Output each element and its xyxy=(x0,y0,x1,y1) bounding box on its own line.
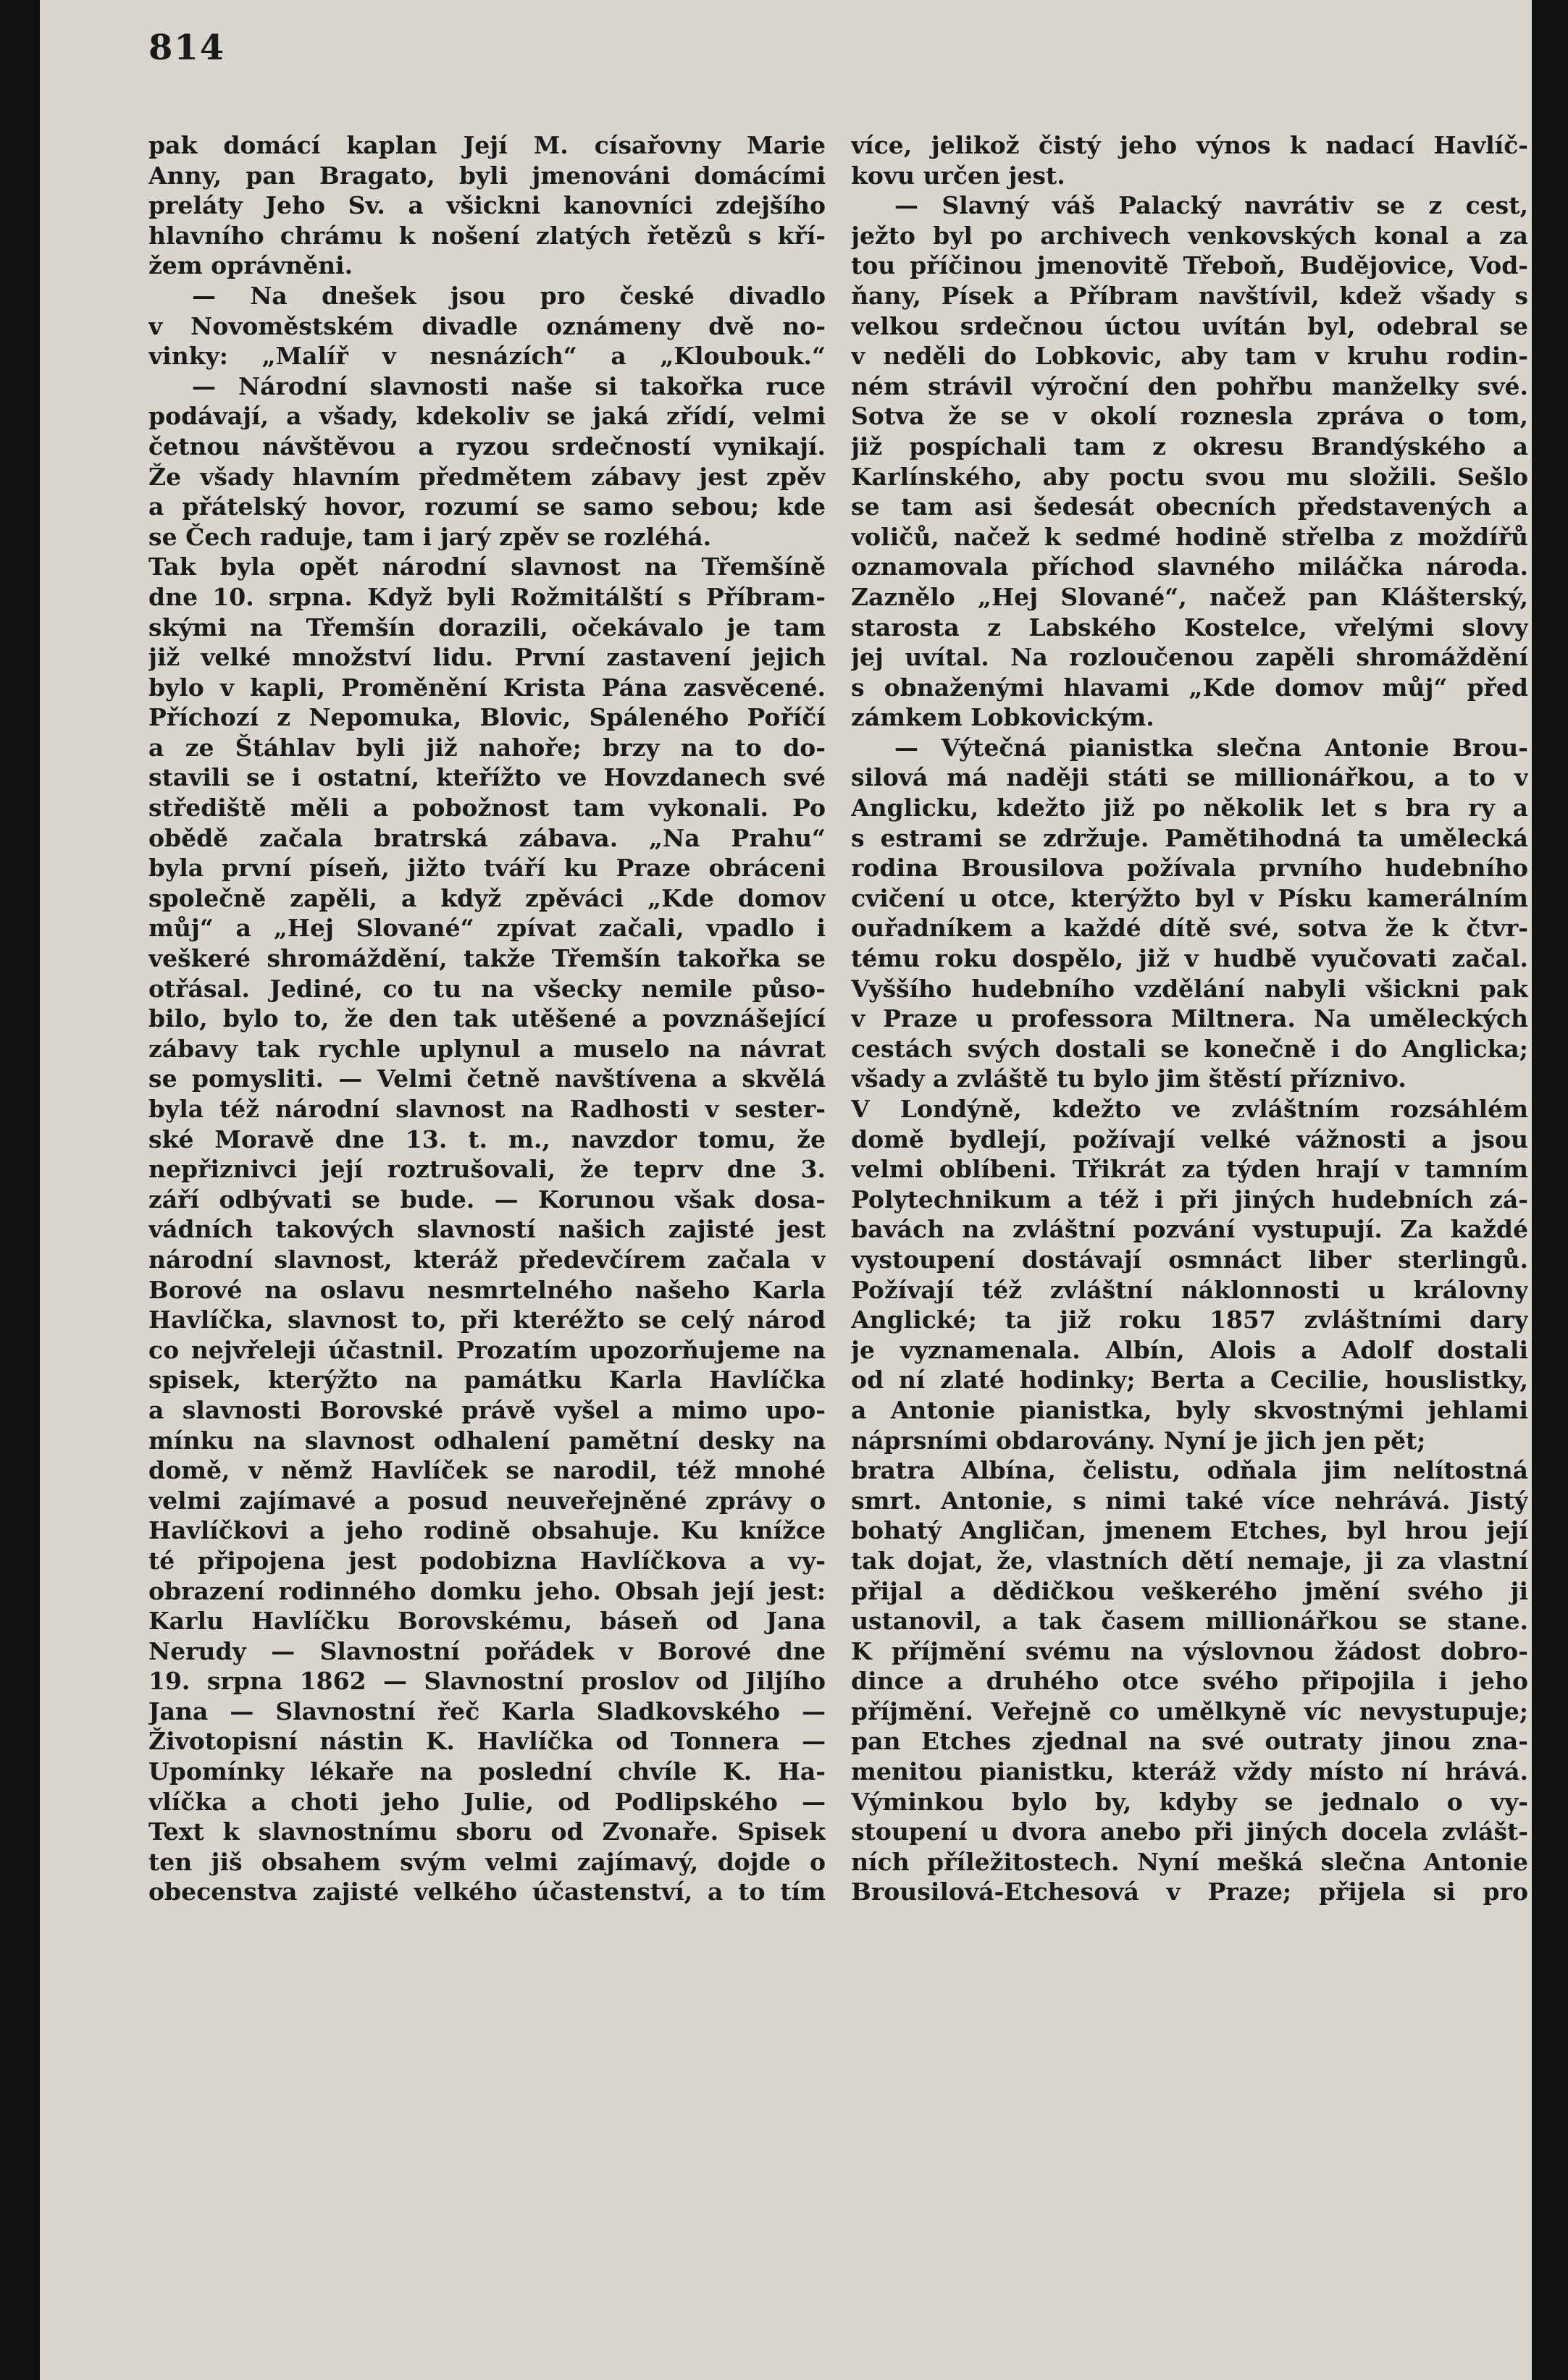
text-line: od ní zlaté hodinky; Berta a Cecilie, houslistky, xyxy=(851,1366,1528,1395)
text-line: je vyznamenala. Albín, Alois a Adolf dostali xyxy=(851,1335,1528,1364)
text-line: bylo v kapli, Proměnění Krista Pána zasvěcené. xyxy=(148,673,826,702)
text-line: již pospíchali tam z okresu Brandýského a xyxy=(851,432,1528,461)
text-line: Borové na oslavu nesmrtelného našeho Karla xyxy=(148,1275,826,1304)
text-line: tou příčinou jmenovitě Třeboň, Budějovice, Vod- xyxy=(851,251,1528,280)
text-line: vlíčka a choti jeho Julie, od Podlipského — xyxy=(148,1787,826,1816)
text-line: — Výtečná pianistka slečna Antonie Brou- xyxy=(894,733,1528,762)
text-line: otřásal. Jediné, co tu na všecky nemile půso- xyxy=(148,974,826,1003)
text-line: silová má naději státi se millionářkou, a to v xyxy=(851,763,1528,792)
text-line: vinky: „Malíř v nesnázích“ a „Kloubouk.“ xyxy=(148,342,826,371)
text-line: K příjmění svému na výslovnou žádost dobro- xyxy=(851,1636,1528,1665)
text-line: Vyššího hudebního vzdělání nabyli všickni pak xyxy=(851,974,1528,1003)
text-line: žem oprávněni. xyxy=(148,251,353,280)
newspaper-page xyxy=(40,0,1532,2380)
text-line: Anny, pan Bragato, byli jmenováni domácími xyxy=(148,161,826,190)
text-line: ten jiš obsahem svým velmi zajímavý, dojde o xyxy=(148,1847,826,1876)
text-line: voličů, načež k sedmé hodině střelba z moždířů xyxy=(851,522,1528,551)
text-line: dne 10. srpna. Když byli Rožmitálští s Příbram- xyxy=(148,582,826,611)
text-line: a ze Štáhlav byli již nahoře; brzy na to do- xyxy=(148,733,826,762)
text-line: Požívají též zvláštní náklonnosti u královny xyxy=(851,1275,1528,1304)
text-line: pak domácí kaplan Její M. císařovny Marie xyxy=(148,131,826,159)
text-line: Karlu Havlíčku Borovskému, báseň od Jana xyxy=(148,1607,826,1636)
text-line: — Na dnešek jsou pro české divadlo xyxy=(192,281,826,310)
text-line: s obnaženými hlavami „Kde domov můj“ před xyxy=(851,673,1528,702)
text-line: kovu určen jest. xyxy=(851,161,1065,190)
text-line: domě bydlejí, požívají velké vážnosti a jsou xyxy=(851,1124,1528,1153)
text-line: ném strávil výroční den pohřbu manželky své. xyxy=(851,371,1528,400)
right-column xyxy=(851,130,1528,1907)
text-line: podávají, a všady, kdekoliv se jaká zřídí, velmi xyxy=(148,402,826,431)
text-line: Jana — Slavnostní řeč Karla Sladkovského — xyxy=(148,1696,826,1725)
text-line: veškeré shromáždění, takže Třemšín takořka se xyxy=(148,944,826,973)
text-line: Anglické; ta již roku 1857 zvláštními dary xyxy=(851,1305,1528,1334)
text-line: V Londýně, kdežto ve zvláštním rozsáhlém xyxy=(851,1095,1528,1123)
text-line: ouřadníkem a každé dítě své, sotva že k čtvr- xyxy=(851,914,1528,943)
text-line: stoupení u dvora anebo při jiných docela zvlášt- xyxy=(851,1817,1528,1846)
text-line: národní slavnost, kteráž předevčírem začala v xyxy=(148,1245,826,1274)
text-line: již velké množství lidu. První zastavení jejich xyxy=(148,643,826,672)
text-line: Příchozí z Nepomuka, Blovic, Spáleného Poříčí xyxy=(148,703,826,732)
text-line: s estrami se zdržuje. Pamětihodná ta umělecká xyxy=(851,823,1528,852)
text-line: dince a druhého otce svého připojila i jeho xyxy=(851,1667,1528,1696)
text-line: bohatý Angličan, jmenem Etches, byl hrou její xyxy=(851,1516,1528,1545)
text-line: Sotva že se v okolí roznesla zpráva o tom, xyxy=(851,402,1528,431)
text-line: ježto byl po archivech venkovských konal a za xyxy=(851,221,1528,250)
page-number: 814 xyxy=(148,28,226,68)
text-line: v neděli do Lobkovic, aby tam v kruhu rodin- xyxy=(851,342,1528,371)
text-line: tému roku dospělo, již v hudbě vyučovati začal. xyxy=(851,944,1528,973)
text-line: vádních takových slavností našich zajisté jest xyxy=(148,1215,826,1244)
text-line: Že všady hlavním předmětem zábavy jest zpěv xyxy=(148,462,826,491)
text-line: — Slavný váš Palacký navrátiv se z cest, xyxy=(894,191,1528,220)
text-line: ustanovil, a tak časem millionářkou se stane. xyxy=(851,1607,1528,1636)
text-line: hlavního chrámu k nošení zlatých řetězů s kří- xyxy=(148,221,826,250)
text-line: a Antonie pianistka, byly skvostnými jehlami xyxy=(851,1395,1528,1424)
text-line: obědě začala bratrská zábava. „Na Prahu“ xyxy=(148,823,826,852)
text-line: Anglicku, kdežto již po několik let s bra ry a xyxy=(851,794,1528,823)
text-line: tak dojat, že, vlastních dětí nemaje, ji za vlastní xyxy=(851,1546,1528,1575)
text-line: se Čech raduje, tam i jarý zpěv se rozléhá. xyxy=(148,522,712,551)
text-line: starosta z Labského Kostelce, vřelými slovy xyxy=(851,613,1528,642)
text-line: můj“ a „Hej Slované“ zpívat začali, vpadlo i xyxy=(148,914,826,943)
text-line: se pomysliti. — Velmi četně navštívena a skvělá xyxy=(148,1064,826,1093)
text-line: Upomínky lékaře na poslední chvíle K. Ha- xyxy=(148,1757,826,1786)
text-line: obecenstva zajisté velkého účastenství, a to tím xyxy=(148,1877,826,1906)
text-line: velmi zajímavé a posud neuveřejněné zprávy o xyxy=(148,1486,826,1515)
text-line: stavili se i ostatní, kteřížto ve Hovzdanech své xyxy=(148,763,826,792)
text-line: cvičení u otce, kterýžto byl v Písku kamerálním xyxy=(851,883,1528,912)
text-line: ské Moravě dne 13. t. m., navzdor tomu, že xyxy=(148,1124,826,1153)
text-line: se tam asi šedesát obecních představených a xyxy=(851,492,1528,521)
text-line: Havlíčka, slavnost to, při kteréžto se celý národ xyxy=(148,1305,826,1334)
text-line: smrt. Antonie, s nimi také více nehrává. Jistý xyxy=(851,1486,1528,1515)
text-line: všady a zvláště tu bylo jim štěstí příznivo. xyxy=(851,1064,1406,1093)
text-line: rodina Brousilova požívala prvního hudebního xyxy=(851,854,1528,883)
text-line: Tak byla opět národní slavnost na Třemšíně xyxy=(148,552,826,581)
text-line: Karlínského, aby poctu svou mu složili. Sešlo xyxy=(851,462,1528,491)
text-line: — Národní slavnosti naše si takořka ruce xyxy=(192,371,826,400)
text-line: Životopisní nástin K. Havlíčka od Tonnera — xyxy=(148,1727,826,1756)
text-line: co nejvřeleji účastnil. Prozatím upozorňujeme na xyxy=(148,1335,826,1364)
text-line: střediště měli a pobožnost tam vykonali. Po xyxy=(148,794,826,823)
text-line: obrazení rodinného domku jeho. Obsah její jest: xyxy=(148,1576,826,1605)
text-line: Havlíčkovi a jeho rodině obsahuje. Ku knížce xyxy=(148,1516,826,1545)
text-line: cestách svých dostali se konečně i do Anglicka; xyxy=(851,1034,1528,1063)
text-line: září odbývati se bude. — Korunou však dosa- xyxy=(148,1185,826,1214)
text-line: mínku na slavnost odhalení pamětní desky na xyxy=(148,1426,826,1455)
left-column xyxy=(148,130,826,1907)
text-line: té připojena jest podobizna Havlíčkova a vy- xyxy=(148,1546,826,1575)
text-line: velkou srdečnou úctou uvítán byl, odebral se xyxy=(851,311,1528,340)
text-line: zábavy tak rychle uplynul a muselo na návrat xyxy=(148,1034,826,1063)
text-line: domě, v němž Havlíček se narodil, též mnohé xyxy=(148,1456,826,1485)
text-line: náprsními obdarovány. Nyní je jich jen pět; xyxy=(851,1426,1426,1455)
text-line: vystoupení dostávají osmnáct liber sterlingů. xyxy=(851,1245,1528,1274)
text-line: byla první píseň, jižto tváří ku Praze obráceni xyxy=(148,854,826,883)
text-line: pan Etches zjednal na své outraty jinou zna- xyxy=(851,1727,1528,1756)
text-line: bavách na zvláštní pozvání vystupují. Za každé xyxy=(851,1215,1528,1244)
text-line: Zaznělo „Hej Slované“, načež pan Klášterský, xyxy=(851,582,1528,611)
text-line: bilo, bylo to, že den tak utěšené a povznášející xyxy=(148,1004,826,1033)
text-line: ních příležitostech. Nyní mešká slečna Antonie xyxy=(851,1847,1528,1876)
text-line: Text k slavnostnímu sboru od Zvonaře. Spisek xyxy=(148,1817,826,1846)
text-line: v Praze u professora Miltnera. Na uměleckých xyxy=(851,1004,1528,1033)
text-line: 19. srpna 1862 — Slavnostní proslov od Jiljího xyxy=(148,1667,826,1696)
text-line: Polytechnikum a též i při jiných hudebních zá- xyxy=(851,1185,1528,1214)
text-line: preláty Jeho Sv. a všickni kanovníci zdejšího xyxy=(148,191,826,220)
text-line: a přátelský hovor, rozumí se samo sebou; kde xyxy=(148,492,826,521)
text-line: Nerudy — Slavnostní pořádek v Borové dne xyxy=(148,1636,826,1665)
text-line: v Novoměstském divadle oznámeny dvě no- xyxy=(148,311,826,340)
text-line: spisek, kterýžto na památku Karla Havlíčka xyxy=(148,1366,826,1395)
text-line: zámkem Lobkovickým. xyxy=(851,703,1154,732)
text-line: ňany, Písek a Příbram navštívil, kdež všady s xyxy=(851,281,1528,310)
text-line: a slavnosti Borovské právě vyšel a mimo upo- xyxy=(148,1395,826,1424)
text-line: velmi oblíbeni. Třikrát za týden hrají v tamním xyxy=(851,1155,1528,1184)
text-line: nepřiznivci její roztrušovali, že teprv dne 3. xyxy=(148,1155,826,1184)
text-line: skými na Třemšín dorazili, očekávalo je tam xyxy=(148,613,826,642)
text-line: příjmění. Veřejně co umělkyně víc nevystupuje; xyxy=(851,1696,1528,1725)
text-line: bratra Albína, čelistu, odňala jim nelítostná xyxy=(851,1456,1528,1485)
text-line: Výminkou bylo by, kdyby se jednalo o vy- xyxy=(851,1787,1528,1816)
text-line: četnou návštěvou a ryzou srdečností vynikají. xyxy=(148,432,826,461)
text-line: Brousilová-Etchesová v Praze; přijela si pro xyxy=(851,1877,1528,1906)
text-line: oznamovala příchod slavného miláčka národa. xyxy=(851,552,1528,581)
text-line: jej uvítal. Na rozloučenou zapěli shromáždění xyxy=(851,643,1528,672)
text-line: přijal a dědičkou veškerého jmění svého ji xyxy=(851,1576,1528,1605)
text-line: více, jelikož čistý jeho výnos k nadací Havlíč- xyxy=(851,131,1528,159)
text-line: byla též národní slavnost na Radhosti v sester- xyxy=(148,1095,826,1123)
text-line: menitou pianistku, kteráž vždy místo ní hrává. xyxy=(851,1757,1528,1786)
text-line: společně zapěli, a když zpěváci „Kde domov xyxy=(148,883,826,912)
